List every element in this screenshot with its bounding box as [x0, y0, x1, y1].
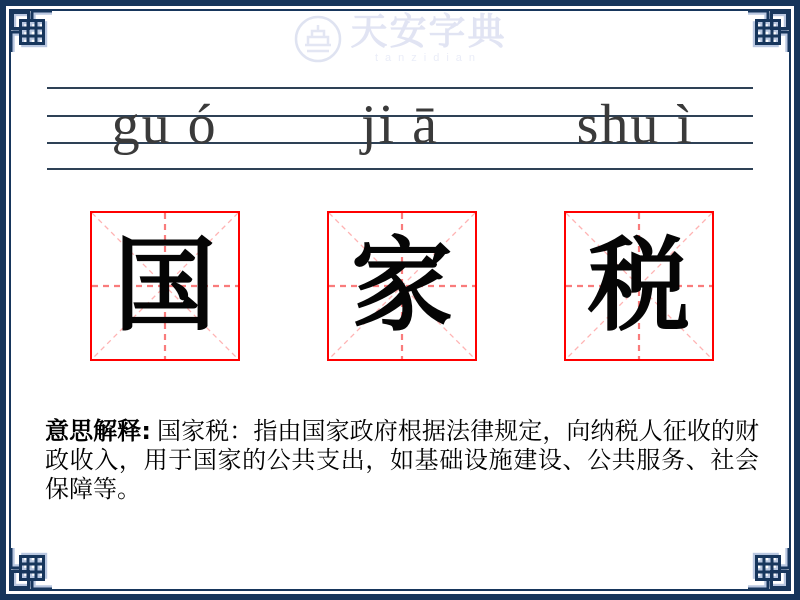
brand-emblem-icon: [294, 15, 342, 63]
pinyin-guideline-4: [47, 168, 753, 170]
brand-name: 天安字典: [350, 9, 507, 53]
character-grid-box-2: [327, 211, 477, 361]
character-grid-box-3: [564, 211, 714, 361]
character-glyph: 国: [114, 226, 216, 346]
definition-text: 国家税：指由国家政府根据法律规定，向纳税人征收的财政收入，用于国家的公共支出，如基础设施建设、公共服务、社会保障等。: [45, 417, 759, 503]
definition-label: 意思解释:: [45, 417, 151, 445]
fret-corner-icon-bottom-left: [6, 548, 52, 594]
fret-corner-icon-bottom-right: [748, 548, 794, 594]
brand-subtitle: tanzidian: [374, 52, 483, 64]
pinyin-syllable-guo: gu ó: [111, 94, 218, 156]
pinyin-syllable-jia: ji ā: [361, 94, 439, 156]
pinyin-syllable-shui: shu ì: [576, 94, 694, 156]
character-glyph: 税: [588, 226, 690, 346]
character-boxes-row: [90, 211, 714, 361]
brand-logo[interactable]: [0, 9, 800, 64]
character-glyph: 家: [351, 226, 453, 346]
definition-block: [45, 417, 759, 504]
pinyin-row: [47, 88, 753, 162]
character-grid-box-1: [90, 211, 240, 361]
